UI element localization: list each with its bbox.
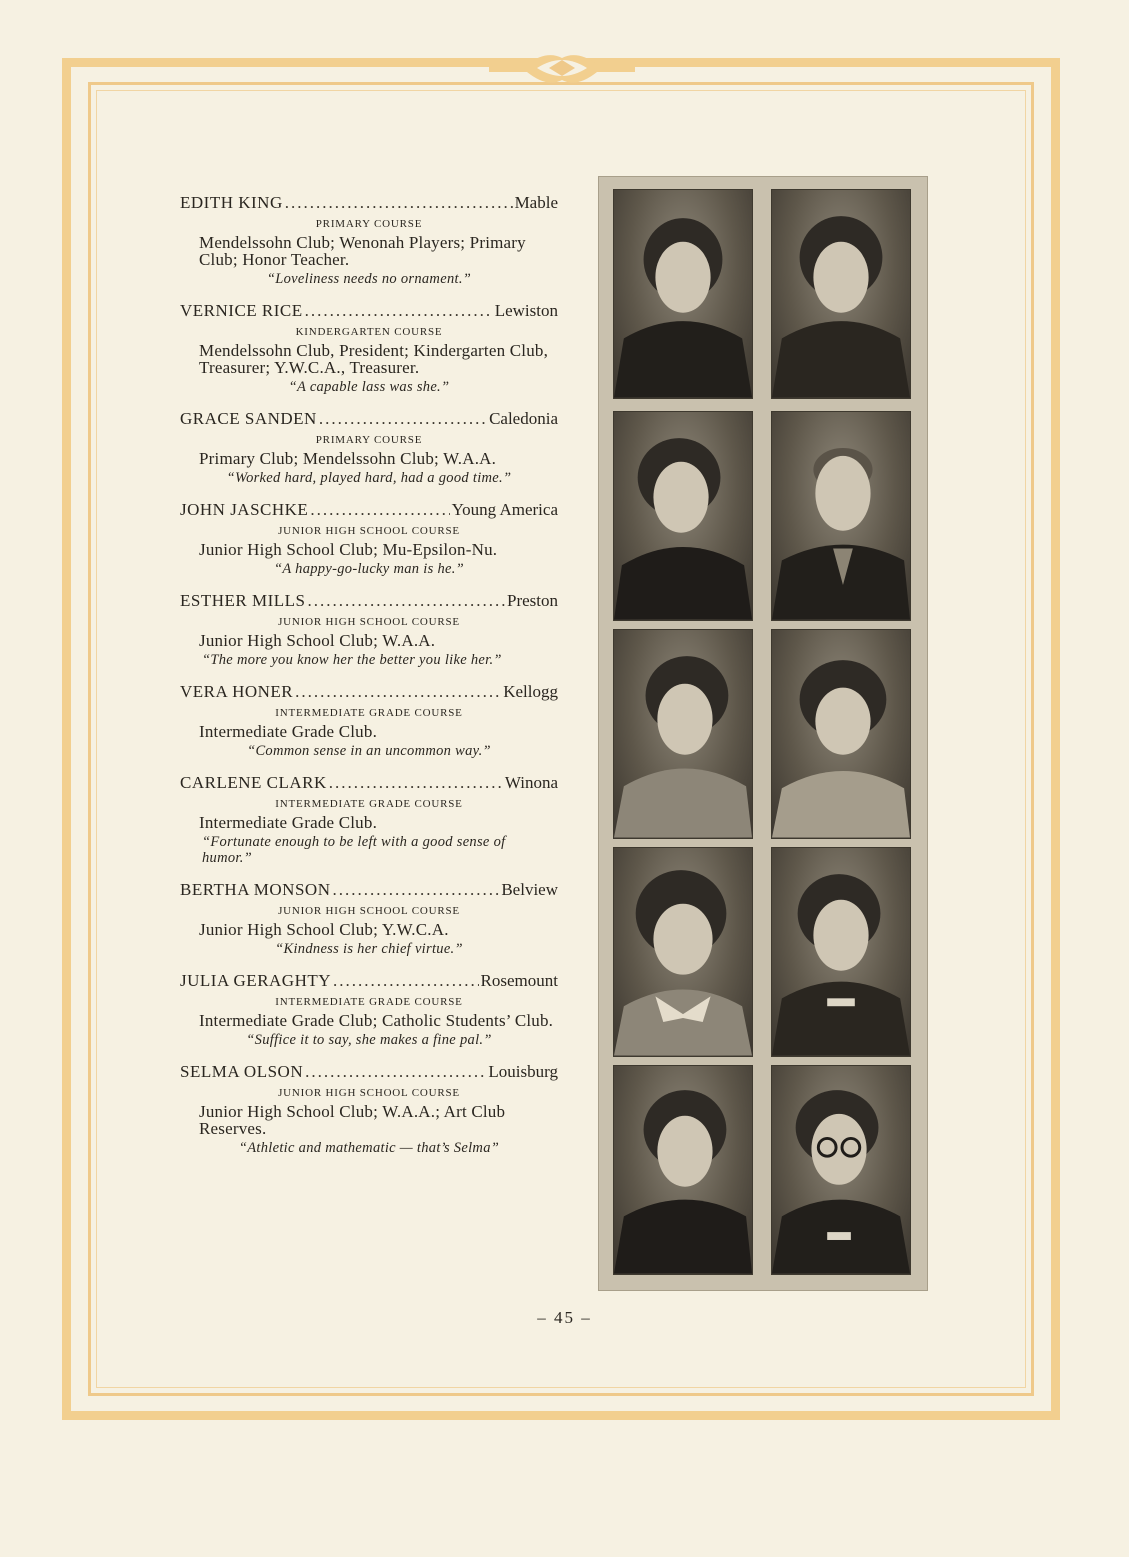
student-name: SELMA OLSON — [180, 1062, 304, 1081]
portrait-photo — [613, 629, 753, 839]
portrait-photo — [771, 847, 911, 1057]
student-name: VERNICE RICE — [180, 301, 303, 320]
student-name: CARLENE CLARK — [180, 773, 327, 792]
portrait-photo — [613, 1065, 753, 1275]
quote: “Loveliness needs no ornament.” — [266, 271, 472, 287]
course: PRIMARY COURSE — [315, 218, 423, 230]
portrait-photo — [771, 189, 911, 399]
student-entry — [180, 409, 558, 486]
portrait-photo — [771, 1065, 911, 1275]
student-entry — [180, 301, 558, 395]
activities: Junior High School Club; W.A.A.; Art Club Reserves. — [199, 1102, 506, 1138]
course: INTERMEDIATE GRADE COURSE — [275, 798, 463, 810]
activities: Mendelssohn Club, President; Kindergarten Club, Treasurer; Y.W.C.A., Treasurer. — [199, 341, 549, 377]
quote: “Fortunate enough to be left with a good sense of humor.” — [202, 834, 506, 866]
quote: “The more you know her the better you like her.” — [202, 652, 502, 668]
hometown: Belview — [501, 880, 558, 899]
student-entry — [180, 500, 558, 577]
student-entry — [180, 773, 558, 866]
hometown: Kellogg — [503, 682, 558, 701]
quote: “Athletic and mathematic — that’s Selma” — [238, 1140, 500, 1156]
border-ornament — [487, 48, 637, 92]
activities: Junior High School Club; Mu-Epsilon-Nu. — [199, 540, 498, 559]
activities: Mendelssohn Club; Wenonah Players; Primary Club; Honor Teacher. — [199, 233, 526, 269]
course: JUNIOR HIGH SCHOOL COURSE — [278, 905, 460, 917]
portrait-panel — [598, 176, 928, 1291]
hometown: Winona — [504, 773, 558, 792]
quote: “Common sense in an uncommon way.” — [247, 743, 491, 759]
activities: Intermediate Grade Club; Catholic Students’ Club. — [199, 1011, 554, 1030]
student-entry — [180, 1062, 558, 1156]
student-entries — [180, 193, 558, 1170]
course: PRIMARY COURSE — [315, 434, 423, 446]
page-number: – 45 – — [537, 1308, 592, 1327]
quote: “Suffice it to say, she makes a fine pal.” — [246, 1032, 492, 1048]
course: INTERMEDIATE GRADE COURSE — [275, 996, 463, 1008]
portrait-photo — [771, 411, 911, 621]
course: JUNIOR HIGH SCHOOL COURSE — [278, 616, 460, 628]
student-name: VERA HONER — [180, 682, 294, 701]
course: KINDERGARTEN COURSE — [295, 326, 443, 338]
course: JUNIOR HIGH SCHOOL COURSE — [278, 1087, 460, 1099]
student-entry — [180, 971, 558, 1048]
activities: Intermediate Grade Club. — [199, 722, 378, 741]
hometown: Rosemount — [480, 971, 558, 990]
hometown: Lewiston — [494, 301, 558, 320]
course: INTERMEDIATE GRADE COURSE — [275, 707, 463, 719]
student-name: JOHN JASCHKE — [180, 500, 309, 519]
student-name: GRACE SANDEN — [180, 409, 317, 428]
hometown: Preston — [507, 591, 558, 610]
student-entry — [180, 682, 558, 759]
course: JUNIOR HIGH SCHOOL COURSE — [278, 525, 460, 537]
student-name: EDITH KING — [180, 193, 283, 212]
activities: Junior High School Club; Y.W.C.A. — [199, 920, 449, 939]
quote: “A happy-go-lucky man is he.” — [273, 561, 465, 577]
hometown: Young America — [451, 500, 558, 519]
student-entry — [180, 880, 558, 957]
hometown: Louisburg — [488, 1062, 558, 1081]
activities: Intermediate Grade Club. — [199, 813, 378, 832]
activities: Primary Club; Mendelssohn Club; W.A.A. — [199, 449, 497, 468]
portrait-photo — [771, 629, 911, 839]
quote: “Kindness is her chief virtue.” — [275, 941, 463, 957]
student-name: ESTHER MILLS — [180, 591, 306, 610]
portrait-photo — [613, 411, 753, 621]
hometown: Caledonia — [489, 409, 558, 428]
student-name: JULIA GERAGHTY — [180, 971, 332, 990]
portrait-photo — [613, 189, 753, 399]
student-entry — [180, 193, 558, 287]
quote: “A capable lass was she.” — [288, 379, 450, 395]
hometown: Mable — [514, 193, 558, 212]
student-entry — [180, 591, 558, 668]
portrait-photo — [613, 847, 753, 1057]
student-name: BERTHA MONSON — [180, 880, 331, 899]
quote: “Worked hard, played hard, had a good time.” — [226, 470, 512, 486]
activities: Junior High School Club; W.A.A. — [199, 631, 436, 650]
